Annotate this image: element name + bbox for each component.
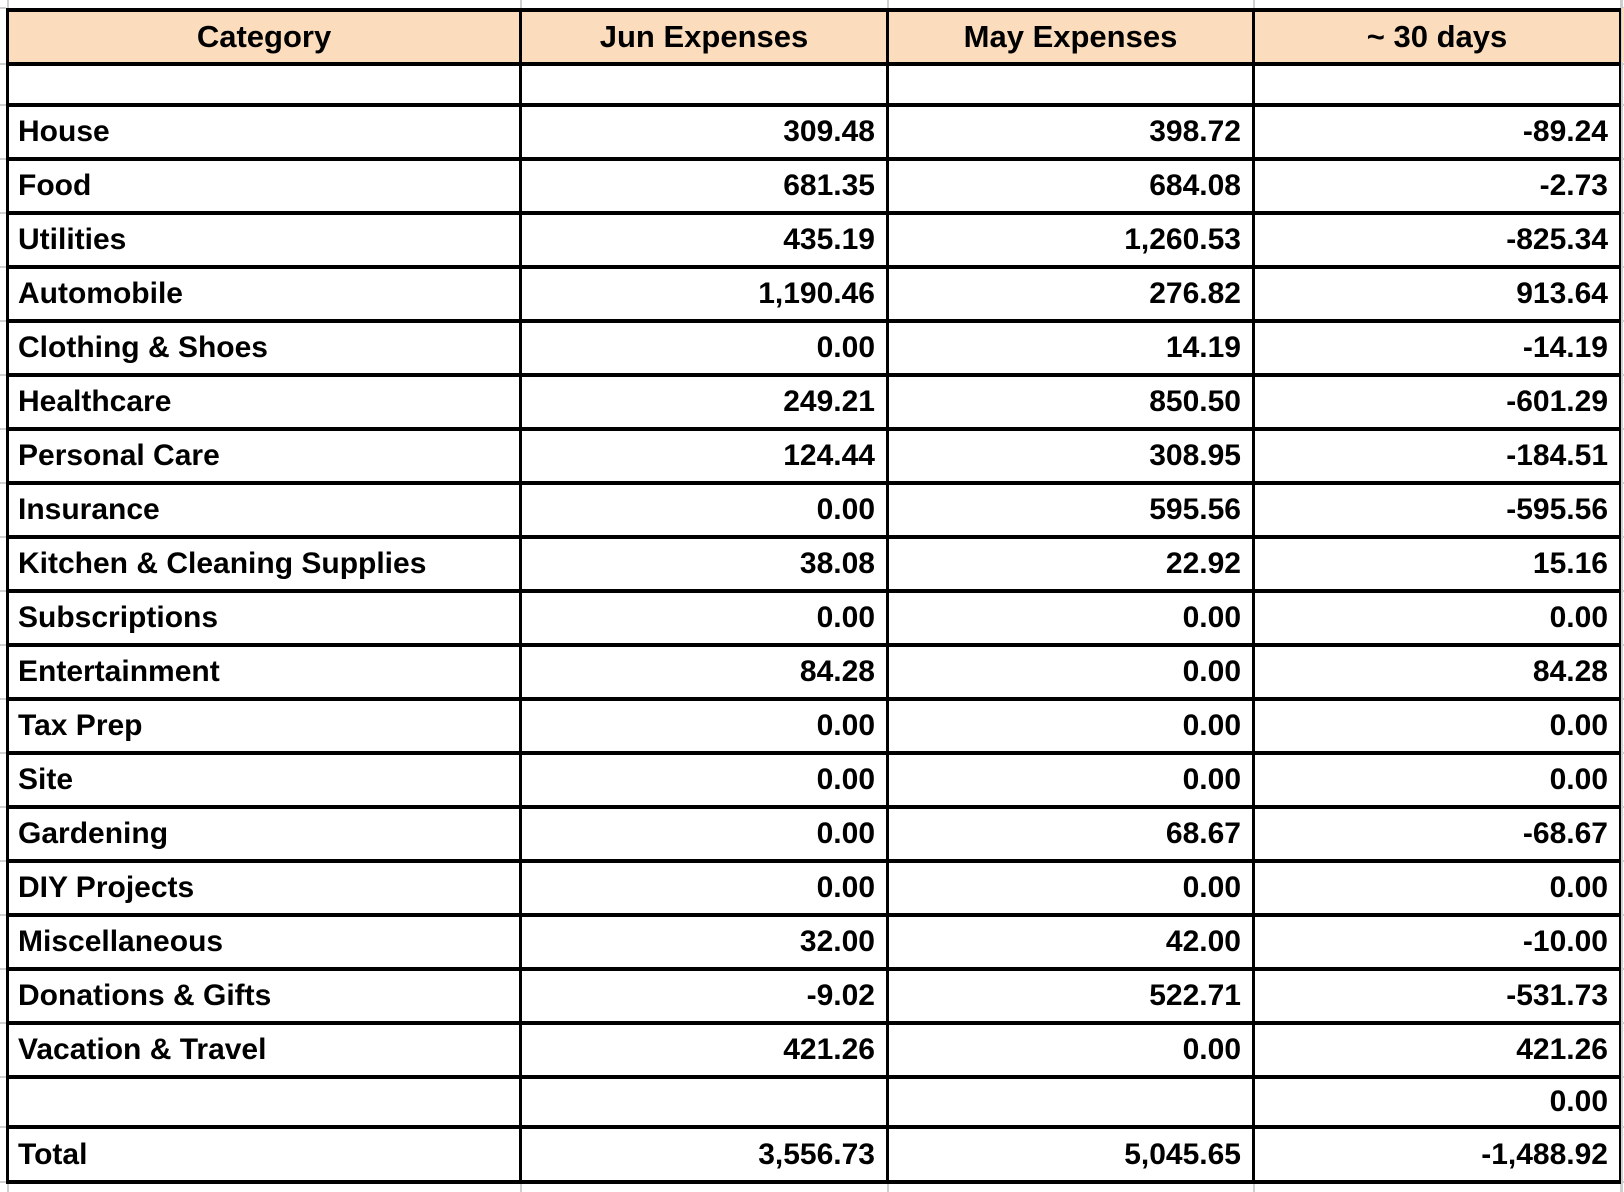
total-row <box>8 1127 1621 1182</box>
expense-row <box>8 213 1621 267</box>
jun-expenses-cell[interactable]: 0.00 <box>521 591 888 645</box>
may-expenses-cell[interactable]: 14.19 <box>888 321 1254 375</box>
spreadsheet-gridline <box>1620 1184 1622 1192</box>
may-expenses-cell[interactable]: 308.95 <box>888 429 1254 483</box>
may-expenses-cell[interactable]: 1,260.53 <box>888 213 1254 267</box>
category-cell[interactable]: Kitchen & Cleaning Supplies <box>8 537 521 591</box>
category-cell[interactable]: Utilities <box>8 213 521 267</box>
jun-expenses-cell[interactable]: 0.00 <box>521 753 888 807</box>
may-expenses-cell[interactable]: 522.71 <box>888 969 1254 1023</box>
jun-expenses-cell[interactable]: 32.00 <box>521 915 888 969</box>
delta-30days-cell[interactable]: -89.24 <box>1254 105 1621 159</box>
jun-expenses-cell[interactable]: 1,190.46 <box>521 267 888 321</box>
delta-30days-cell[interactable]: -14.19 <box>1254 321 1621 375</box>
category-cell[interactable]: Automobile <box>8 267 521 321</box>
expense-row <box>8 753 1621 807</box>
column-header-may-expenses[interactable]: May Expenses <box>888 10 1254 64</box>
category-cell[interactable]: Donations & Gifts <box>8 969 521 1023</box>
category-cell[interactable]: Personal Care <box>8 429 521 483</box>
expense-row <box>8 645 1621 699</box>
delta-30days-cell[interactable] <box>1254 64 1621 105</box>
column-header-jun-expenses[interactable]: Jun Expenses <box>521 10 888 64</box>
may-expenses-cell[interactable]: 276.82 <box>888 267 1254 321</box>
expense-row <box>8 321 1621 375</box>
may-expenses-cell[interactable]: 850.50 <box>888 375 1254 429</box>
jun-expenses-cell[interactable]: 38.08 <box>521 537 888 591</box>
spreadsheet-gridline <box>7 1184 9 1192</box>
delta-30days-cell[interactable]: -601.29 <box>1254 375 1621 429</box>
category-cell[interactable]: Healthcare <box>8 375 521 429</box>
spreadsheet-gridline <box>1253 0 1255 8</box>
category-cell[interactable]: Insurance <box>8 483 521 537</box>
may-expenses-cell[interactable]: 0.00 <box>888 591 1254 645</box>
jun-expenses-cell[interactable] <box>521 1077 888 1127</box>
jun-expenses-cell[interactable]: 435.19 <box>521 213 888 267</box>
may-expenses-cell[interactable] <box>888 1077 1254 1127</box>
expense-row <box>8 159 1621 213</box>
delta-30days-cell[interactable]: -825.34 <box>1254 213 1621 267</box>
jun-expenses-cell[interactable]: 249.21 <box>521 375 888 429</box>
category-cell[interactable]: House <box>8 105 521 159</box>
may-expenses-cell[interactable]: 42.00 <box>888 915 1254 969</box>
jun-expenses-cell[interactable]: 0.00 <box>521 321 888 375</box>
spreadsheet-gridline <box>520 1184 522 1192</box>
spacer-row <box>8 1077 1621 1127</box>
may-expenses-cell[interactable]: 68.67 <box>888 807 1254 861</box>
expense-row <box>8 537 1621 591</box>
jun-expenses-cell[interactable]: 421.26 <box>521 1023 888 1077</box>
category-cell[interactable]: Clothing & Shoes <box>8 321 521 375</box>
delta-30days-cell[interactable]: 913.64 <box>1254 267 1621 321</box>
expense-row <box>8 267 1621 321</box>
category-cell[interactable]: Entertainment <box>8 645 521 699</box>
jun-expenses-cell[interactable]: 124.44 <box>521 429 888 483</box>
delta-30days-cell[interactable]: -184.51 <box>1254 429 1621 483</box>
category-cell[interactable]: Food <box>8 159 521 213</box>
delta-30days-cell[interactable]: 15.16 <box>1254 537 1621 591</box>
delta-30days-cell[interactable]: -68.67 <box>1254 807 1621 861</box>
jun-expenses-cell[interactable]: 0.00 <box>521 699 888 753</box>
category-cell[interactable]: Vacation & Travel <box>8 1023 521 1077</box>
category-cell[interactable]: Site <box>8 753 521 807</box>
delta-30days-cell[interactable]: 0.00 <box>1254 699 1621 753</box>
expenses-table <box>6 8 1622 1184</box>
delta-30days-cell[interactable]: 0.00 <box>1254 861 1621 915</box>
category-cell[interactable]: Gardening <box>8 807 521 861</box>
may-expenses-cell[interactable]: 684.08 <box>888 159 1254 213</box>
may-expenses-cell[interactable]: 0.00 <box>888 1023 1254 1077</box>
expense-row <box>8 699 1621 753</box>
delta-30days-cell[interactable]: 84.28 <box>1254 645 1621 699</box>
expense-row <box>8 969 1621 1023</box>
expense-row <box>8 483 1621 537</box>
spreadsheet-gridline <box>1253 1184 1255 1192</box>
expense-row <box>8 861 1621 915</box>
delta-30days-cell[interactable]: 0.00 <box>1254 591 1621 645</box>
delta-30days-cell[interactable]: -10.00 <box>1254 915 1621 969</box>
may-expenses-cell[interactable]: 5,045.65 <box>888 1127 1254 1182</box>
jun-expenses-cell[interactable]: 0.00 <box>521 861 888 915</box>
spacer-row <box>8 64 1621 105</box>
category-cell[interactable] <box>8 1077 521 1127</box>
jun-expenses-cell[interactable]: 681.35 <box>521 159 888 213</box>
delta-30days-cell[interactable]: 0.00 <box>1254 1077 1621 1127</box>
spreadsheet-gridline <box>7 0 9 8</box>
category-cell[interactable]: Total <box>8 1127 521 1182</box>
expense-row <box>8 915 1621 969</box>
jun-expenses-cell[interactable]: 0.00 <box>521 807 888 861</box>
delta-30days-cell[interactable]: -595.56 <box>1254 483 1621 537</box>
spreadsheet-gridline <box>1620 0 1622 8</box>
may-expenses-cell[interactable]: 398.72 <box>888 105 1254 159</box>
expense-table-body <box>8 64 1621 1182</box>
may-expenses-cell[interactable]: 0.00 <box>888 645 1254 699</box>
jun-expenses-cell[interactable]: 84.28 <box>521 645 888 699</box>
may-expenses-cell[interactable]: 0.00 <box>888 753 1254 807</box>
header-row <box>8 10 1621 64</box>
category-cell[interactable]: DIY Projects <box>8 861 521 915</box>
expense-row <box>8 429 1621 483</box>
jun-expenses-cell[interactable] <box>521 64 888 105</box>
expense-row <box>8 591 1621 645</box>
spreadsheet-gridline <box>887 1184 889 1192</box>
expense-row <box>8 105 1621 159</box>
delta-30days-cell[interactable]: -531.73 <box>1254 969 1621 1023</box>
jun-expenses-cell[interactable]: 3,556.73 <box>521 1127 888 1182</box>
spreadsheet-gridline <box>520 0 522 8</box>
category-cell[interactable]: Subscriptions <box>8 591 521 645</box>
delta-30days-cell[interactable]: -2.73 <box>1254 159 1621 213</box>
spreadsheet-gridline <box>887 0 889 8</box>
may-expenses-cell[interactable]: 22.92 <box>888 537 1254 591</box>
delta-30days-cell[interactable]: 0.00 <box>1254 753 1621 807</box>
expense-row <box>8 375 1621 429</box>
delta-30days-cell[interactable]: 421.26 <box>1254 1023 1621 1077</box>
category-cell[interactable] <box>8 64 521 105</box>
may-expenses-cell[interactable] <box>888 64 1254 105</box>
may-expenses-cell[interactable]: 0.00 <box>888 699 1254 753</box>
column-header-30-days[interactable]: ~ 30 days <box>1254 10 1621 64</box>
category-cell[interactable]: Miscellaneous <box>8 915 521 969</box>
expense-row <box>8 807 1621 861</box>
may-expenses-cell[interactable]: 0.00 <box>888 861 1254 915</box>
jun-expenses-cell[interactable]: 309.48 <box>521 105 888 159</box>
delta-30days-cell[interactable]: -1,488.92 <box>1254 1127 1621 1182</box>
category-cell[interactable]: Tax Prep <box>8 699 521 753</box>
jun-expenses-cell[interactable]: 0.00 <box>521 483 888 537</box>
jun-expenses-cell[interactable]: -9.02 <box>521 969 888 1023</box>
column-header-category[interactable]: Category <box>8 10 521 64</box>
may-expenses-cell[interactable]: 595.56 <box>888 483 1254 537</box>
expense-row <box>8 1023 1621 1077</box>
